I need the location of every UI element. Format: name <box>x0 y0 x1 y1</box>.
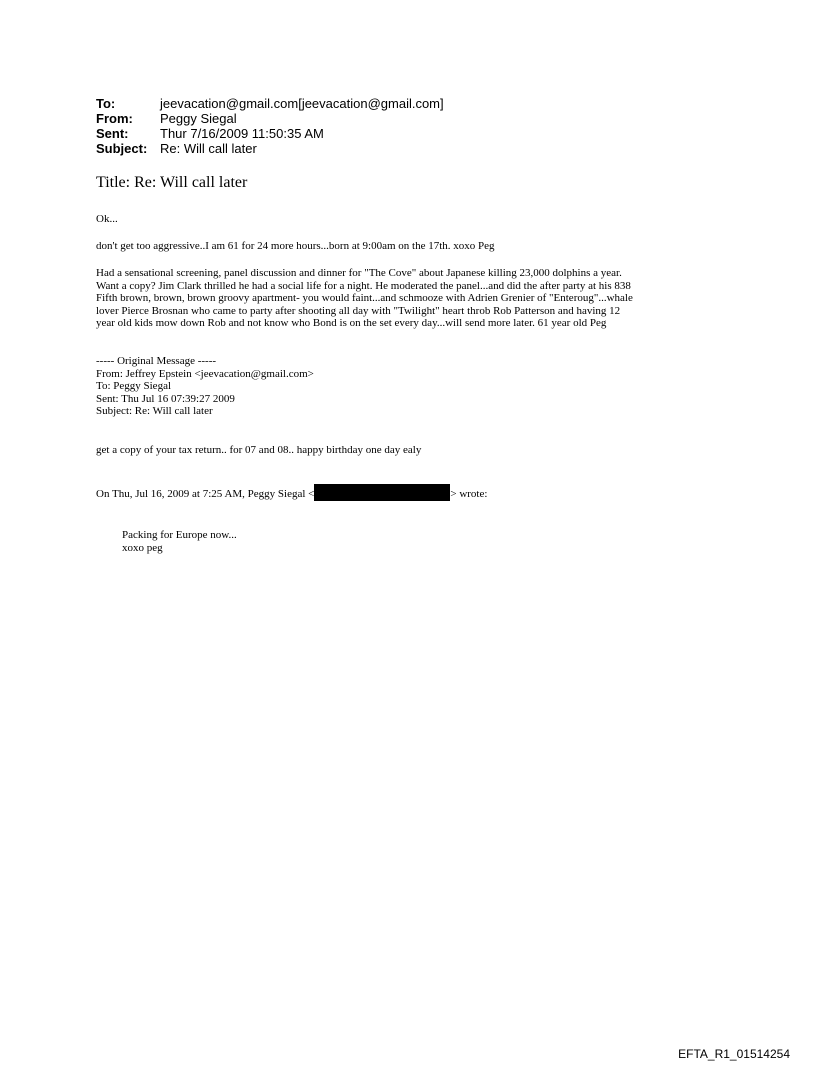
attribution-prefix: On Thu, Jul 16, 2009 at 7:25 AM, Peggy Siegal < <box>96 488 315 500</box>
to-label: To: <box>96 96 116 111</box>
original-from: From: Jeffrey Epstein <jeevacation@gmail.com> <box>96 367 314 380</box>
screening-line: year old kids mow down Rob and not know who Bond is on the set every day...will send more later. 61 year old Peg <box>96 317 607 329</box>
subject-row <box>96 141 444 156</box>
email-header <box>96 96 444 156</box>
from-row <box>96 111 444 126</box>
quote-line: xoxo peg <box>122 541 163 554</box>
original-subject: Subject: Re: Will call later <box>96 405 213 417</box>
original-message-divider: ----- Original Message ----- <box>96 355 217 367</box>
screening-line: Had a sensational screening, panel discussion and dinner for "The Cove" about Japanese killing 23,000 dolphins a year. <box>96 267 622 279</box>
original-sent: Sent: Thu Jul 16 07:39:27 2009 <box>96 392 235 405</box>
to-row <box>96 96 444 111</box>
quote-line: Packing for Europe now... <box>122 529 237 541</box>
email-title: Title: Re: Will call later <box>96 174 248 191</box>
to-value: jeevacation@gmail.com[jeevacation@gmail.com] <box>160 96 444 111</box>
body-screening <box>96 267 633 330</box>
original-to: To: Peggy Siegal <box>96 380 172 392</box>
sent-value: Thur 7/16/2009 11:50:35 AM <box>160 126 324 141</box>
screening-line: Want a copy? Jim Clark thrilled he had a social life for a night. He moderated the panel...and did the after party at his 838 <box>96 279 631 292</box>
from-label: From: <box>96 111 133 126</box>
sent-row <box>96 126 444 141</box>
body-tax: get a copy of your tax return.. for 07 and 08.. happy birthday one day ealy <box>96 444 422 456</box>
reply-attribution <box>96 484 487 501</box>
body-aggressive: don't get too aggressive..I am 61 for 24 more hours...born at 9:00am on the 17th. xoxo Peg <box>96 240 495 252</box>
quoted-message <box>122 529 237 554</box>
sent-label: Sent: <box>96 126 129 141</box>
redaction-block <box>314 484 450 501</box>
subject-label: Subject: <box>96 141 148 156</box>
screening-line: Fifth brown, brown, brown groovy apartment- you would faint...and schmooze with Adrien Grenier of "Enteroug"...whale <box>96 292 633 304</box>
original-message <box>96 355 314 418</box>
attribution-suffix: > wrote: <box>450 488 488 500</box>
body-ok: Ok... <box>96 213 118 225</box>
document-id: EFTA_R1_01514254 <box>678 1047 790 1061</box>
screening-line: lover Pierce Brosnan who came to party after shooting all day with "Twilight" heart throb Rob Patterson and having 12 <box>96 304 621 317</box>
subject-value: Re: Will call later <box>160 141 257 156</box>
from-value: Peggy Siegal <box>160 111 237 126</box>
